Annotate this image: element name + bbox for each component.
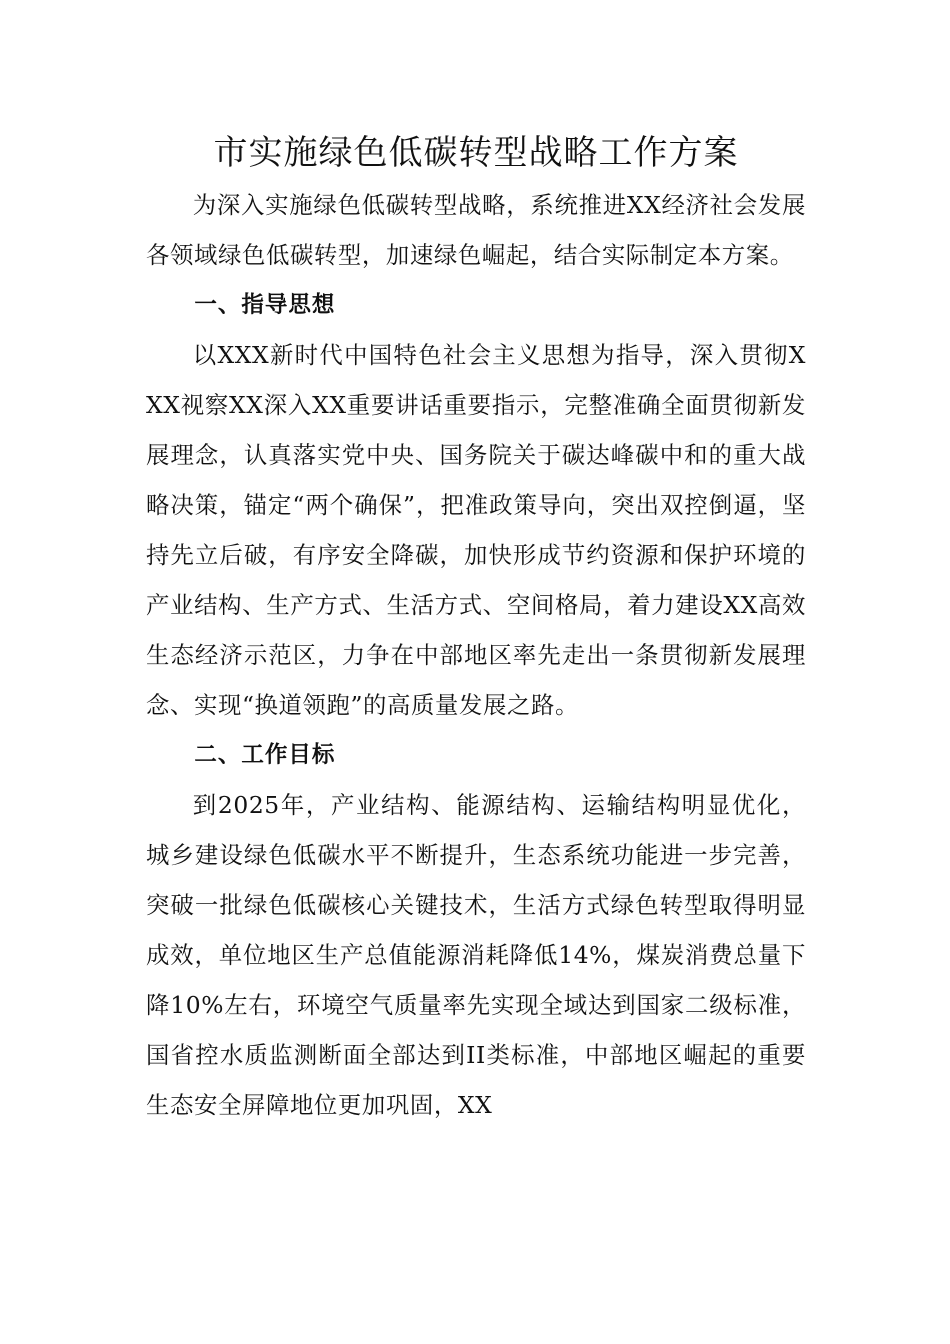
document-title: 市实施绿色低碳转型战略工作方案 — [213, 133, 739, 173]
section-heading-work-goals: 二、工作目标 — [194, 742, 336, 768]
section-heading-guiding-ideology: 一、指导思想 — [194, 292, 336, 318]
document-page — [146, 126, 806, 1130]
intro-paragraph: 为深入实施绿色低碳转型战略，系统推进XX经济社会发展各领域绿色低碳转型，加速绿色崛起，结合实际制定本方案。 — [146, 191, 806, 269]
section-body-guiding-ideology: 以XXX新时代中国特色社会主义思想为指导，深入贯彻XXX视察XX深入XX重要讲话重要指示，完整准确全面贯彻新发展理念，认真落实党中央、国务院关于碳达峰碳中和的重大战略决策，锚定“两个确保”，把准政策导向，突出双控倒逼，坚持先立后破，有序安全降碳，加快形成节约资源和保护环境的产业结构、生产方式、生活方式、空间格局，着力建设XX高效生态经济示范区，力争在中部地区率先走出一条贯彻新发展理念、实现“换道领跑”的高质量发展之路。 — [146, 341, 806, 719]
section-body-work-goals: 到2025年，产业结构、能源结构、运输结构明显优化，城乡建设绿色低碳水平不断提升，生态系统功能进一步完善，突破一批绿色低碳核心关键技术，生活方式绿色转型取得明显成效，单位地区生产总值能源消耗降低14%，煤炭消费总量下降10%左右，环境空气质量率先实现全域达到国家二级标准，国省控水质监测断面全部达到II类标准，中部地区崛起的重要生态安全屏障地位更加巩固，XX — [146, 791, 806, 1119]
